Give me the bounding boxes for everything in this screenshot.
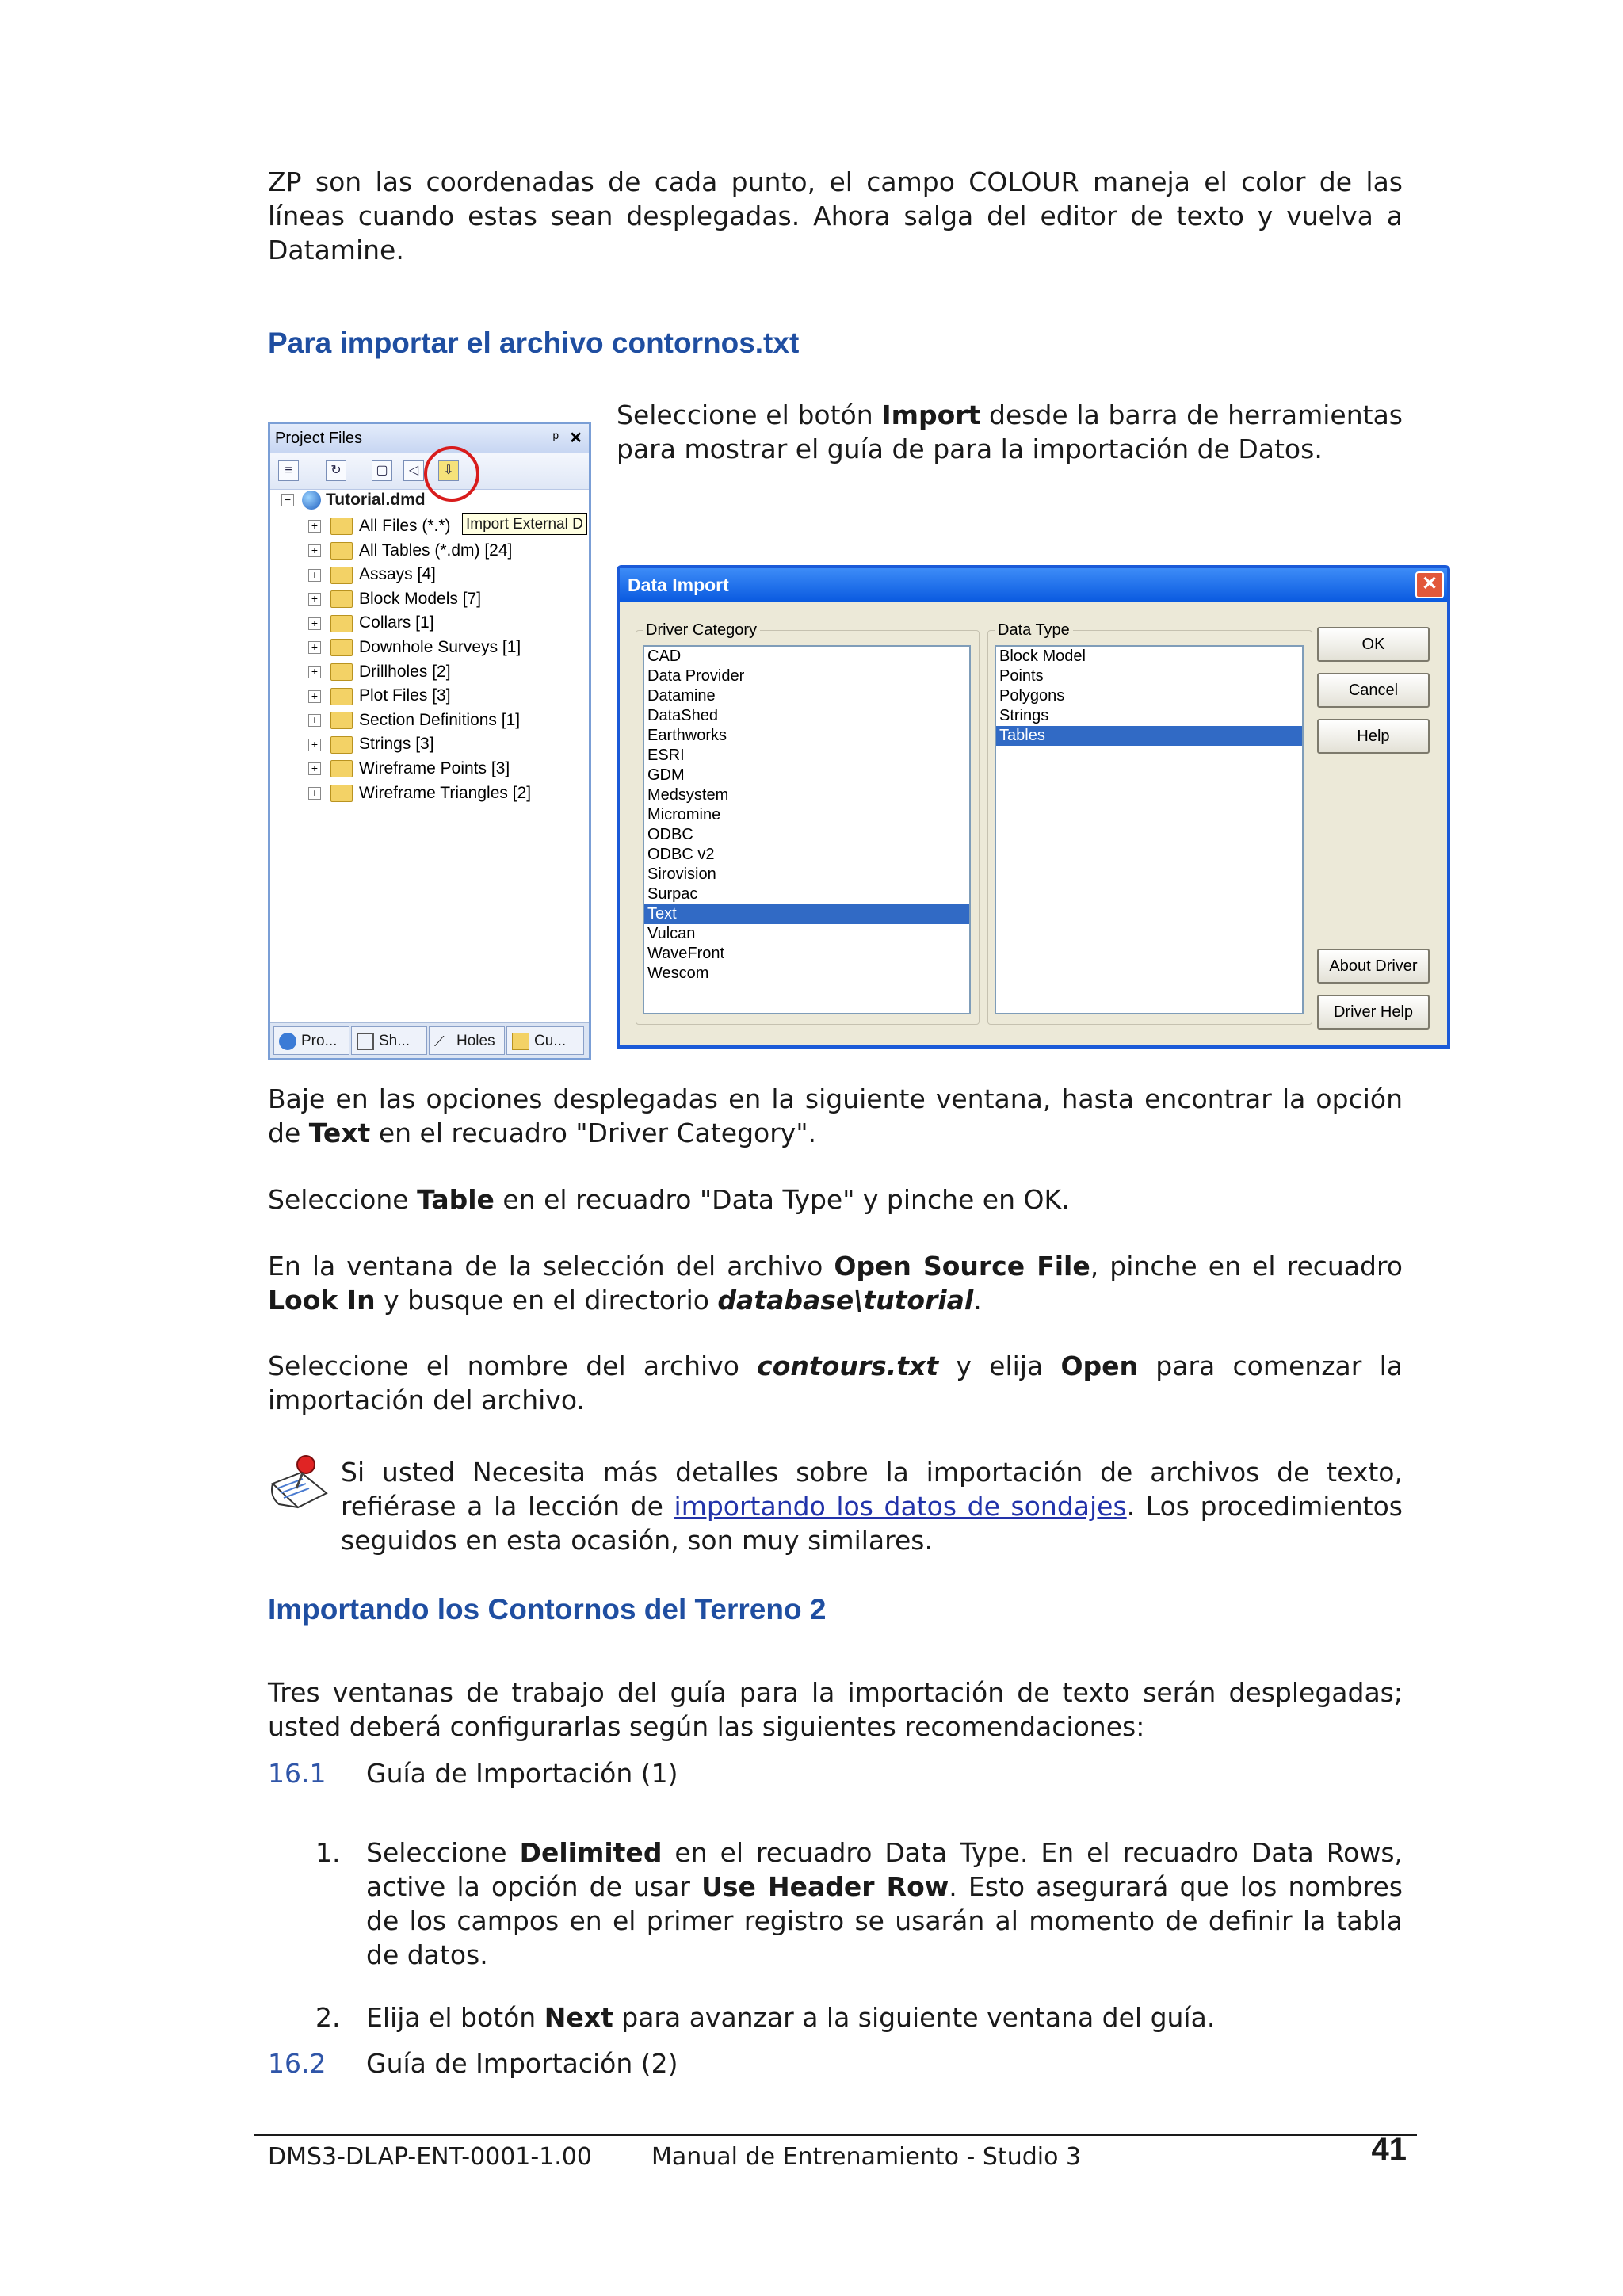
- project-tab-icon: [279, 1033, 296, 1050]
- tree-node[interactable]: [308, 636, 521, 659]
- folder-icon: [330, 542, 353, 560]
- tree-node[interactable]: [308, 539, 512, 563]
- expand-icon[interactable]: +: [308, 641, 321, 654]
- list-item[interactable]: WaveFront: [647, 945, 725, 962]
- list-item[interactable]: ODBC: [647, 826, 693, 843]
- refresh-icon[interactable]: ↻: [326, 460, 346, 481]
- expand-icon[interactable]: +: [308, 666, 321, 678]
- folder-icon: [330, 639, 353, 656]
- note-paragraph: Si usted Necesita más detalles sobre la importación de archivos de texto, refiérase a la lección de importando los datos de sondajes. Los procedimientos seguidos en esta ocasión, son muy similares.: [341, 1457, 1403, 1556]
- driver-help-button[interactable]: Driver Help: [1317, 995, 1430, 1030]
- driver-category-group: [636, 621, 980, 1025]
- import-button-paragraph: Seleccione el botón Import desde la barra de herramientas para mostrar el guía de para la importación de Datos.: [617, 399, 1403, 464]
- section-heading-import: Para importar el archivo contornos.txt: [268, 327, 800, 359]
- section-heading-contours: Importando los Contornos del Terreno 2: [268, 1593, 827, 1626]
- data-type-list[interactable]: [995, 645, 1304, 1014]
- tab-sheets[interactable]: Sh...: [351, 1026, 427, 1055]
- project-globe-icon: [302, 491, 321, 510]
- list-item[interactable]: Surpac: [647, 885, 698, 903]
- folder-icon: [330, 518, 353, 535]
- list-item[interactable]: Data Provider: [647, 667, 745, 685]
- project-files-panel: [268, 422, 591, 1060]
- panel-title: Project Files ᵖ ✕: [270, 424, 589, 453]
- list-item[interactable]: CAD: [647, 648, 682, 665]
- list-item[interactable]: Datamine: [647, 687, 716, 705]
- tree-node[interactable]: [308, 757, 510, 781]
- footer-rule: [254, 2134, 1417, 2136]
- expand-icon[interactable]: +: [308, 617, 321, 630]
- list-item[interactable]: ESRI: [647, 747, 685, 764]
- folder-icon: [330, 590, 353, 608]
- list-item[interactable]: GDM: [647, 766, 685, 784]
- list-item[interactable]: Sirovision: [647, 865, 716, 883]
- list-item[interactable]: Block Model: [999, 648, 1086, 665]
- expand-icon[interactable]: +: [308, 690, 321, 703]
- folder-icon: [330, 736, 353, 754]
- tree-node-label: All Files (*.*): [359, 517, 451, 535]
- list-item[interactable]: Vulcan: [647, 925, 696, 942]
- import-icon[interactable]: ⇩: [438, 460, 459, 481]
- tree-node[interactable]: [308, 660, 451, 684]
- sondajes-link[interactable]: importando los datos de sondajes: [674, 1491, 1127, 1522]
- data-type-label: Data Type: [995, 621, 1073, 640]
- tab-project[interactable]: Pro...: [273, 1026, 349, 1055]
- intro-paragraph: ZP son las coordenadas de cada punto, el campo COLOUR maneja el color de las líneas cuando estas sean desplegadas. Ahora salga del editor de texto y vuelva a Datamine.: [268, 166, 1403, 266]
- list-item[interactable]: Tables: [996, 726, 1302, 746]
- page-number: 41: [1371, 2132, 1407, 2167]
- customization-tab-icon: [512, 1033, 529, 1050]
- folder-icon: [330, 785, 353, 802]
- paragraph-driver-category: Baje en las opciones desplegadas en la siguiente ventana, hasta encontrar la opción de Text en el recuadro "Driver Category".: [268, 1083, 1403, 1148]
- driver-category-list[interactable]: [643, 645, 971, 1014]
- export-icon[interactable]: ◁: [403, 460, 424, 481]
- step-2: 2. Elija el botón Next para avanzar a la siguiente ventana del guía.: [315, 2002, 1216, 2033]
- import-tooltip: Import External D: [462, 513, 587, 535]
- folder-icon: [330, 663, 353, 681]
- tree-node-label: All Tables (*.dm) [24]: [359, 541, 513, 560]
- list-item[interactable]: ODBC v2: [647, 846, 715, 863]
- data-import-dialog: [617, 565, 1450, 1049]
- list-icon[interactable]: ≡: [278, 460, 299, 481]
- tree-node[interactable]: [308, 514, 451, 538]
- tree-node[interactable]: [308, 587, 481, 611]
- folder-icon: [330, 615, 353, 632]
- tree-node[interactable]: [308, 732, 434, 756]
- list-item[interactable]: Wescom: [647, 965, 709, 982]
- folder-icon: [330, 712, 353, 729]
- list-item[interactable]: Strings: [999, 707, 1049, 724]
- list-item[interactable]: Micromine: [647, 806, 721, 823]
- close-icon[interactable]: ✕: [569, 430, 582, 447]
- panel-toolbar: [270, 453, 589, 490]
- tree-node[interactable]: [308, 563, 436, 586]
- section2-intro: Tres ventanas de trabajo del guía para la importación de texto serán desplegadas; usted deberá configurarlas según las siguientes recomendaciones:: [268, 1677, 1403, 1742]
- cancel-button[interactable]: Cancel: [1317, 673, 1430, 708]
- tree-node-label: Downhole Surveys [1]: [359, 638, 521, 656]
- ok-button[interactable]: OK: [1317, 627, 1430, 662]
- about-driver-button[interactable]: About Driver: [1317, 949, 1430, 984]
- tree-node-label: Plot Files [3]: [359, 686, 451, 705]
- paragraph-open-source: En la ventana de la selección del archivo Open Source File, pinche en el recuadro Look In y busque en el directorio database\tutorial.: [268, 1251, 1403, 1316]
- tree-node-label: Section Definitions [1]: [359, 710, 521, 729]
- tree-node-label: Drillholes [2]: [359, 662, 451, 681]
- pin-icon[interactable]: ᵖ: [552, 430, 559, 447]
- list-item[interactable]: Polygons: [999, 687, 1065, 705]
- list-item[interactable]: Text: [644, 904, 969, 924]
- expand-icon[interactable]: +: [308, 787, 321, 800]
- footer-code: DMS3-DLAP-ENT-0001-1.00: [268, 2143, 592, 2171]
- tree-node-label: Assays [4]: [359, 565, 436, 584]
- tree-node[interactable]: [308, 781, 531, 805]
- step-1: 1. Seleccione Delimited en el recuadro Data Type. En el recuadro Data Rows, active la opción de usar Use Header Row. Esto asegurará que los nombres de los campos en el primer registro se usarán al momento de definir la tabla de datos.: [315, 1837, 1403, 1970]
- tree-node-label: Block Models [7]: [359, 589, 482, 608]
- tree-node[interactable]: [308, 611, 434, 635]
- list-item[interactable]: Medsystem: [647, 786, 729, 804]
- tree-node-label: Collars [1]: [359, 613, 434, 632]
- expand-icon[interactable]: +: [308, 762, 321, 775]
- subsection-16-2: 16.2 Guía de Importación (2): [268, 2048, 678, 2079]
- tree-node[interactable]: [308, 684, 451, 708]
- folder-icon: [330, 567, 353, 584]
- panel-tabs: [270, 1022, 589, 1058]
- help-button[interactable]: Help: [1317, 719, 1430, 754]
- data-type-group: [987, 621, 1312, 1025]
- dialog-title-bar: Data Import ✕: [620, 568, 1447, 602]
- tree-root[interactable]: − Tutorial.dmd: [281, 491, 426, 510]
- folder-icon: [330, 760, 353, 777]
- holes-tab-icon: ⟋: [434, 1033, 445, 1049]
- paragraph-data-type: Seleccione Table en el recuadro "Data Type" y pinche en OK.: [268, 1184, 1070, 1215]
- expand-icon[interactable]: +: [308, 544, 321, 557]
- expand-icon[interactable]: +: [308, 593, 321, 606]
- sheets-tab-icon: [357, 1033, 374, 1050]
- dialog-close-icon[interactable]: ✕: [1415, 571, 1444, 598]
- driver-category-label: Driver Category: [643, 621, 760, 640]
- tab-customization[interactable]: Cu...: [506, 1026, 584, 1055]
- paragraph-select-file: Seleccione el nombre del archivo contours.txt y elija Open para comenzar la importación del archivo.: [268, 1350, 1403, 1415]
- highlight-circle: [424, 446, 479, 502]
- footer-manual: Manual de Entrenamiento - Studio 3: [651, 2143, 1082, 2171]
- folder-icon: [330, 688, 353, 705]
- list-item[interactable]: Earthworks: [647, 727, 727, 744]
- tree-node-label: Wireframe Triangles [2]: [359, 783, 532, 802]
- expand-icon[interactable]: +: [308, 569, 321, 582]
- new-file-icon[interactable]: ▢: [372, 460, 392, 481]
- subsection-16-1: 16.1 Guía de Importación (1): [268, 1758, 678, 1789]
- note-pin-icon: [266, 1452, 334, 1517]
- tree-node[interactable]: [308, 709, 520, 732]
- expand-icon[interactable]: +: [308, 714, 321, 727]
- tree-node-label: Wireframe Points [3]: [359, 759, 510, 777]
- list-item[interactable]: Points: [999, 667, 1044, 685]
- expand-icon[interactable]: +: [308, 739, 321, 751]
- tab-holes[interactable]: ⟋ Holes: [429, 1026, 505, 1055]
- tree-node-label: Strings [3]: [359, 735, 434, 754]
- list-item[interactable]: DataShed: [647, 707, 718, 724]
- expand-icon[interactable]: +: [308, 520, 321, 533]
